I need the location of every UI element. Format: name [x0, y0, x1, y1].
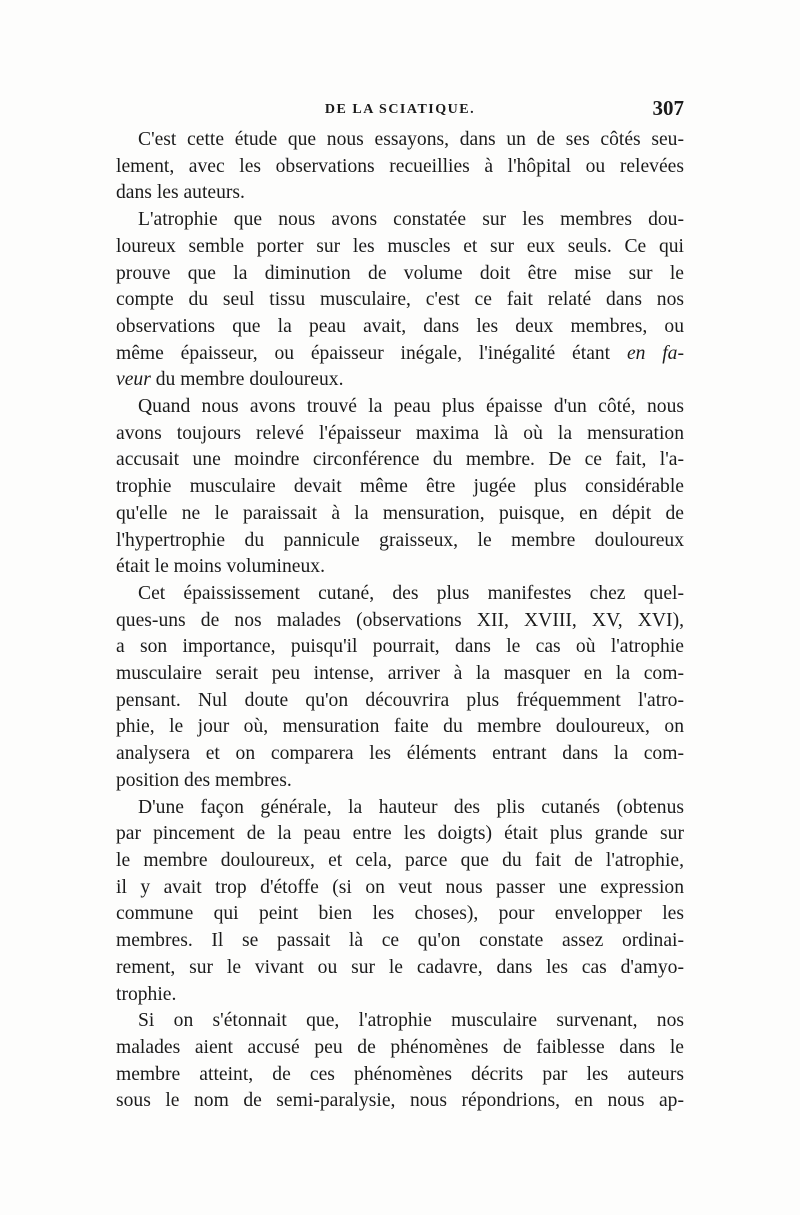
text-line: loureux semble porter sur les muscles et sur eux seuls. Ce qui — [116, 235, 684, 257]
text-line: Cet épaississement cutané, des plus manifestes chez quel- — [138, 582, 684, 604]
text-line: accusait une moindre circonférence du membre. De ce fait, l'a- — [116, 449, 684, 471]
text-line: C'est cette étude que nous essayons, dans un de ses côtés seu- — [138, 129, 684, 150]
text-line: dans les auteurs. — [116, 182, 245, 204]
running-header — [116, 96, 684, 126]
text-line-with-italic — [116, 341, 684, 368]
text-line: avons toujours relevé l'épaisseur maxima là où la mensuration — [116, 422, 684, 444]
text-line: pensant. Nul doute qu'on découvrira plus fréquemment l'atro- — [116, 689, 684, 711]
text-line: commune qui peint bien les choses), pour envelopper les — [116, 903, 684, 925]
text-line: par pincement de la peau entre les doigts) était plus grande sur — [116, 823, 684, 845]
running-title: DE LA SCIATIQUE. — [324, 102, 476, 117]
italic-segment: veur — [116, 369, 151, 391]
text-line: le membre douloureux, et cela, parce que du fait de l'atrophie, — [116, 849, 684, 871]
text-line: lement, avec les observations recueillies à l'hôpital ou relevées — [116, 155, 684, 177]
text-segment: même épaisseur, ou épaisseur inégale, l'inégalité étant — [116, 342, 611, 364]
text-line: rement, sur le vivant ou sur le cadavre, dans les cas d'amyo- — [116, 956, 684, 978]
text-line: compte du seul tissu musculaire, c'est ce fait relaté dans nos — [116, 289, 684, 311]
text-line: il y avait trop d'étoffe (si on veut nous passer une expression — [116, 876, 684, 898]
text-line: analysera et on comparera les éléments entrant dans la com- — [116, 743, 684, 765]
text-line: position des membres. — [116, 769, 292, 791]
paragraph-3 — [116, 394, 684, 581]
paragraph-4 — [116, 581, 684, 795]
text-line: observations que la peau avait, dans les deux membres, ou — [116, 315, 684, 337]
text-line: membres. Il se passait là ce qu'on constate assez ordinai- — [116, 930, 684, 952]
text-line: était le moins volumineux. — [116, 556, 325, 578]
text-line: l'hypertrophie du pannicule graisseux, le membre douloureux — [116, 529, 684, 551]
paragraph-6 — [116, 1008, 684, 1115]
body-text — [116, 127, 684, 1115]
text-line-with-italic — [116, 367, 684, 394]
page-number: 307 — [652, 96, 684, 120]
text-line: Quand nous avons trouvé la peau plus épaisse d'un côté, nous — [138, 396, 684, 418]
paragraph-2 — [116, 207, 684, 394]
italic-segment: en fa- — [626, 342, 684, 364]
text-line: phie, le jour où, mensuration faite du membre douloureux, on — [116, 716, 684, 738]
text-line: L'atrophie que nous avons constatée sur les membres dou- — [138, 209, 684, 231]
text-line: D'une façon générale, la hauteur des plis cutanés (obtenus — [138, 796, 684, 818]
text-line: Si on s'étonnait que, l'atrophie musculaire survenant, nos — [138, 1010, 684, 1032]
paragraph-1 — [116, 127, 684, 207]
text-segment: du membre douloureux. — [155, 369, 344, 391]
text-line: prouve que la diminution de volume doit être mise sur le — [116, 262, 684, 284]
text-line: musculaire serait peu intense, arriver à la masquer en la com- — [116, 663, 684, 685]
text-line: a son importance, puisqu'il pourrait, dans le cas où l'atrophie — [116, 636, 684, 658]
paragraph-5 — [116, 795, 684, 1009]
text-line: membre atteint, de ces phénomènes décrits par les auteurs — [116, 1063, 684, 1085]
text-line: ques-uns de nos malades (observations XII, XVIII, XV, XVI), — [116, 609, 684, 631]
text-line: sous le nom de semi-paralysie, nous répondrions, en nous ap- — [116, 1090, 684, 1112]
text-line: qu'elle ne le paraissait à la mensuration, puisque, en dépit de — [116, 502, 684, 524]
text-line: trophie. — [116, 983, 177, 1005]
text-line: malades aient accusé peu de phénomènes de faiblesse dans le — [116, 1036, 684, 1058]
text-line: trophie musculaire devait même être jugée plus considérable — [116, 476, 684, 498]
